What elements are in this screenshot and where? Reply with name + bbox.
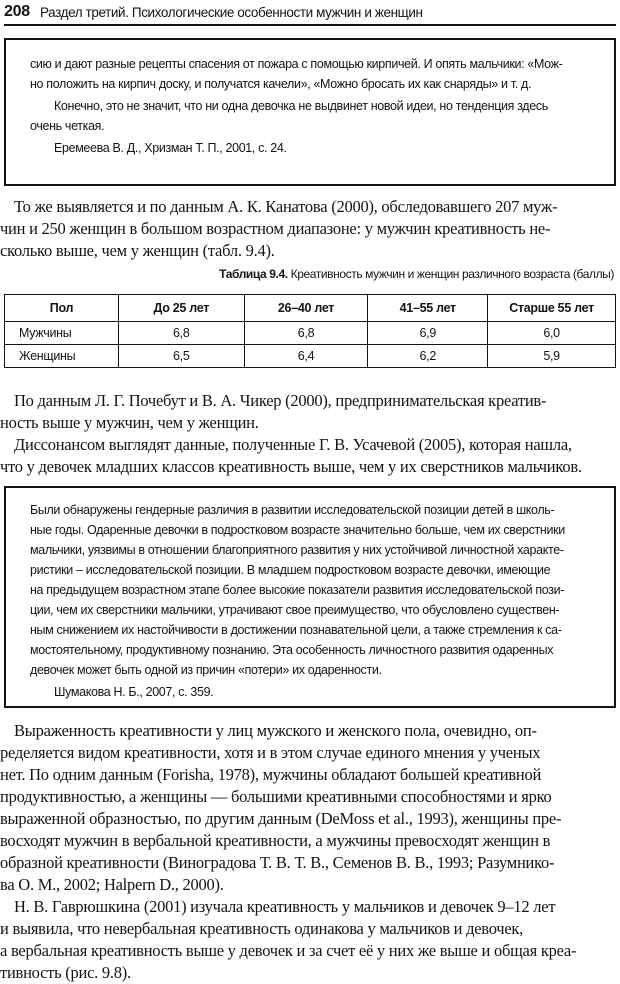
para4-line: ределяется видом креативности, хотя и в этом случае единого мнения у ученых [0, 743, 541, 762]
quote-box-1 [4, 38, 616, 186]
table-cell: Мужчины [5, 322, 119, 345]
quote1-para2-line-1: Конечно, это не значит, что ни одна девочка не выдвинет новой идеи, но тенденция здесь [54, 99, 548, 113]
quote2-line: мостоятельному, продуктивному познанию. Эта особенность личностного развития одаренных [30, 643, 554, 657]
creativity-table [4, 294, 616, 368]
table-caption-label: Таблица 9.4. [219, 267, 288, 281]
para5-line: и выявила, что невербальная креативность одинакова у мальчиков и девочек, [0, 919, 524, 938]
quote1-line-2: но положить на кирпич доску, и получатся качели», «Можно бросать их как снаряды» и т. д. [30, 77, 532, 91]
table-caption-text: Креативность мужчин и женщин различного возраста (баллы) [290, 267, 614, 281]
quote-box-2 [4, 486, 616, 708]
para2-line-1: По данным Л. Г. Почебут и В. А. Чикер (2000), предпринимательская креатив- [14, 391, 547, 410]
table-cell: Женщины [5, 345, 119, 368]
table-header-cell: Старше 55 лет [488, 295, 616, 322]
quote2-source: Шумакова Н. Б., 2007, с. 359. [54, 685, 214, 699]
quote2-line: ные годы. Одаренные девочки в подростковом возрасте значительно больше, чем их сверстники [30, 523, 565, 537]
para5-line: тивность (рис. 9.8). [0, 963, 131, 982]
table-row [5, 322, 616, 345]
quote2-line: на предыдущем возрастном этапе более высокие показатели развития исследовательской пози- [30, 583, 565, 597]
table-header-cell: 26–40 лет [244, 295, 368, 322]
para4-line: нет. По одним данным (Forisha, 1978), мужчины обладают большей креативной [0, 765, 542, 784]
quote1-line-1: сию и дают разные рецепты спасения от пожара с помощью кирпичей. И опять мальчики: «Мож- [30, 57, 563, 71]
table-cell: 5,9 [488, 345, 616, 368]
para1-line-2: чин и 250 женщин в большом возрастном диапазоне: у мужчин креативность не- [0, 219, 551, 238]
table-cell: 6,5 [118, 345, 244, 368]
para4-line: восходят мужчин в вербальной креативности, а мужчины превосходят женщин в [0, 831, 551, 850]
quote2-line: ристики – исследовательской позиции. В младшем подростковом возрасте девочки, имеющие [30, 563, 551, 577]
table-cell: 6,9 [368, 322, 488, 345]
quote2-line: ции, чем их сверстники мальчики, утрачивают свое преимущество, что обусловлено существен- [30, 603, 560, 617]
para1-line-1: То же выявляется и по данным А. К. Канатова (2000), обследовавшего 207 муж- [14, 197, 558, 216]
quote2-line: мальчики, уязвимы в отношении благоприятного развития у них устойчивой личностной характе- [30, 543, 564, 557]
table-header-cell: Пол [5, 295, 119, 322]
table-row [5, 345, 616, 368]
quote1-source: Еремеева В. Д., Хризман Т. П., 2001, с. 24. [54, 141, 287, 155]
para4-line: Выраженность креативности у лиц мужского и женского пола, очевидно, оп- [14, 721, 537, 740]
table-cell: 6,8 [244, 322, 368, 345]
table-caption [219, 266, 614, 282]
table-cell: 6,8 [118, 322, 244, 345]
para4-line: выраженной образностью, по другим данным (DeMoss et al., 1993), женщины пре- [0, 809, 562, 828]
quote2-line: ным снижением их настойчивости в достижении познавательной цели, а также стремления к са- [30, 623, 562, 637]
running-title: Раздел третий. Психологические особенности мужчин и женщин [40, 5, 423, 20]
para4-line: продуктивностью, а женщины — большими креативными способностями и ярко [0, 787, 552, 806]
para3-line-1: Диссонансом выглядят данные, полученные Г. В. Усачевой (2005), которая нашла, [14, 435, 572, 454]
para4-line: образной креативности (Виноградова Т. В. Т. В., Семенов В. В., 1993; Разумнико- [0, 853, 555, 872]
page-header [4, 2, 616, 24]
para1-line-3: сколько выше, чем у женщин (табл. 9.4). [0, 241, 275, 260]
header-rule [4, 24, 616, 26]
table-header-row [5, 295, 616, 322]
quote2-line: Были обнаружены гендерные различия в развитии исследовательской позиции детей в школь- [30, 503, 555, 517]
para4-line: ва О. М., 2002; Halpern D., 2000). [0, 875, 224, 894]
quote2-line: девочек может быть одной из причин «потери» их одаренности. [30, 663, 382, 677]
para3-line-2: что у девочек младших классов креативность выше, чем у их сверстников мальчиков. [0, 457, 582, 476]
table-cell: 6,4 [244, 345, 368, 368]
page-number: 208 [4, 3, 30, 20]
table-header-cell: До 25 лет [118, 295, 244, 322]
table-cell: 6,0 [488, 322, 616, 345]
para5-line: Н. В. Гаврюшкина (2001) изучала креативность у мальчиков и девочек 9–12 лет [14, 897, 556, 916]
table-cell: 6,2 [368, 345, 488, 368]
quote1-para2-line-2: очень четкая. [30, 119, 105, 133]
para2-line-2: ность выше у мужчин, чем у женщин. [0, 413, 259, 432]
table-header-cell: 41–55 лет [368, 295, 488, 322]
para5-line: а вербальная креативность выше у девочек и за счет её у них же выше и общая креа- [0, 941, 577, 960]
